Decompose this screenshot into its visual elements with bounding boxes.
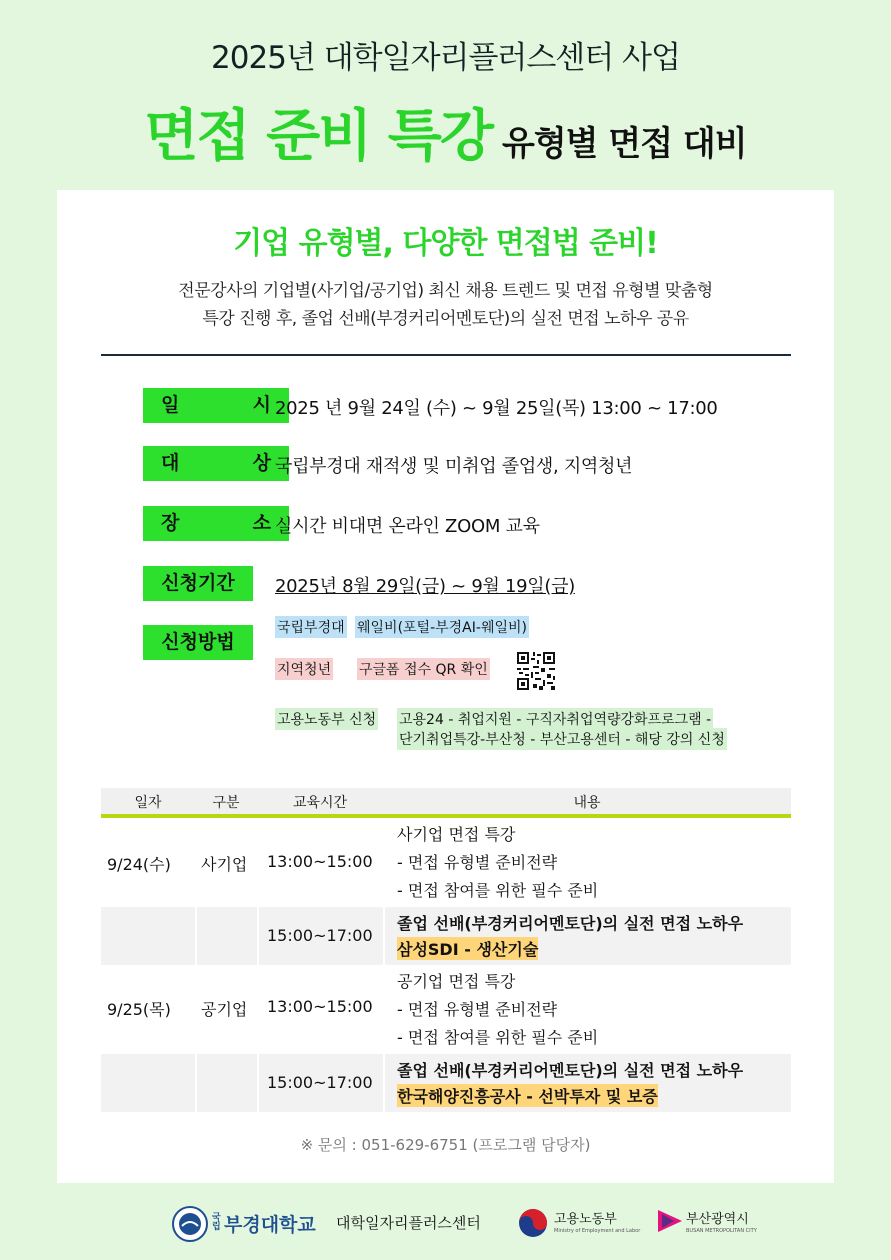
row-content-line: - 면접 유형별 준비전략: [397, 853, 558, 872]
ministry-name: 고용노동부: [554, 1212, 617, 1227]
intro-line-1: 전문강사의 기업별(사기업/공기업) 최신 채용 트렌드 및 면접 유형별 맞춤형: [178, 281, 713, 301]
table-row: [101, 820, 791, 905]
method-3-how-line-2: 단기취업특강-부산청 - 부산고용센터 - 해당 강의 신청: [397, 728, 727, 750]
row-content-line: - 면접 유형별 준비전략: [397, 1000, 558, 1019]
row-date: 9/24(수): [107, 855, 171, 874]
col-type: 구분: [212, 795, 240, 811]
content-card: [57, 190, 834, 1183]
row-type: 공기업: [201, 1000, 248, 1019]
table-row: [101, 1054, 791, 1112]
date-value: 2025 년 9월 24일 (수) ~ 9월 25일(목) 13:00 ~ 17:00: [275, 398, 718, 419]
method-1-who: 국립부경대: [275, 616, 347, 638]
method-2-who: 지역청년: [275, 658, 333, 680]
method-3-who: 고용노동부 신청: [275, 708, 378, 730]
col-date: 일자: [134, 795, 162, 811]
page-title: [0, 92, 891, 172]
headline-main: 면접 준비 특강: [144, 104, 492, 169]
headline-sub: 유형별 면접 대비: [501, 124, 747, 164]
page-subtitle: 2025년 대학일자리플러스센터 사업: [211, 40, 680, 76]
row-date: 9/25(목): [107, 1000, 171, 1019]
univ-prefix: 국립: [212, 1213, 221, 1232]
city-name-en: BUSAN METROPOLITAN CITY: [686, 1228, 757, 1234]
target-value: 국립부경대 재적생 및 미취업 졸업생, 지역청년: [275, 456, 633, 477]
table-row: [101, 967, 791, 1052]
card-heading: 기업 유형별, 다양한 면접법 준비!: [233, 226, 658, 261]
col-time: 교육시간: [292, 795, 348, 811]
row-type: 사기업: [201, 855, 248, 874]
period-value: 2025년 8월 29일(금) ~ 9월 19일(금): [275, 576, 575, 597]
row-content-line: - 면접 참여를 위한 필수 준비: [397, 1028, 599, 1047]
row-time: 13:00~15:00: [267, 852, 373, 871]
row-time: 15:00~17:00: [267, 1073, 373, 1092]
place-value: 실시간 비대면 온라인 ZOOM 교육: [275, 516, 540, 537]
ministry-emblem-icon: [518, 1208, 548, 1238]
row-time: 15:00~17:00: [267, 926, 373, 945]
row-content-line: 졸업 선배(부경커리어멘토단)의 실전 면접 노하우: [397, 1061, 744, 1080]
intro-line-2: 특강 진행 후, 졸업 선배(부경커리어멘토단)의 실전 면접 노하우 공유: [202, 309, 689, 329]
ministry-name-en: Ministry of Employment and Labor: [554, 1228, 641, 1234]
col-content: 내용: [573, 795, 601, 811]
qr-code-icon[interactable]: [515, 650, 557, 692]
target-label: 대 상: [143, 446, 289, 481]
university-emblem-icon: [172, 1206, 208, 1242]
method-2-how: 구글폼 접수 QR 확인: [357, 658, 490, 680]
busan-city-logo-icon: [658, 1210, 682, 1232]
row-content-line: 졸업 선배(부경커리어멘토단)의 실전 면접 노하우: [397, 914, 744, 933]
city-name: 부산광역시: [686, 1212, 749, 1227]
method-label: 신청방법: [143, 625, 253, 660]
row-content-line: - 면접 참여를 위한 필수 준비: [397, 881, 599, 900]
table-row: [101, 907, 791, 965]
row-content-line: 사기업 면접 특강: [397, 825, 516, 844]
period-label: 신청기간: [143, 566, 253, 601]
row-content-line: 공기업 면접 특강: [397, 972, 516, 991]
row-time: 13:00~15:00: [267, 997, 373, 1016]
univ-name: 부경대학교: [224, 1214, 316, 1236]
row-highlight: 삼성SDI - 생산기술: [397, 937, 538, 960]
method-3-how-line-1: 고용24 - 취업지원 - 구직자취업역량강화프로그램 -: [397, 708, 713, 730]
contact-info: ※ 문의 : 051-629-6751 (프로그램 담당자): [300, 1136, 591, 1154]
divider: [101, 354, 791, 356]
place-label: 장 소: [143, 506, 289, 541]
center-name: 대학일자리플러스센터: [336, 1214, 481, 1232]
method-1-how: 웨일비(포털-부경AI-웨일비): [355, 616, 529, 638]
schedule-table-header: [101, 788, 791, 818]
date-label: 일 시: [143, 388, 289, 423]
footer: [0, 1200, 891, 1244]
row-highlight: 한국해양진흥공사 - 선박투자 및 보증: [397, 1084, 658, 1107]
